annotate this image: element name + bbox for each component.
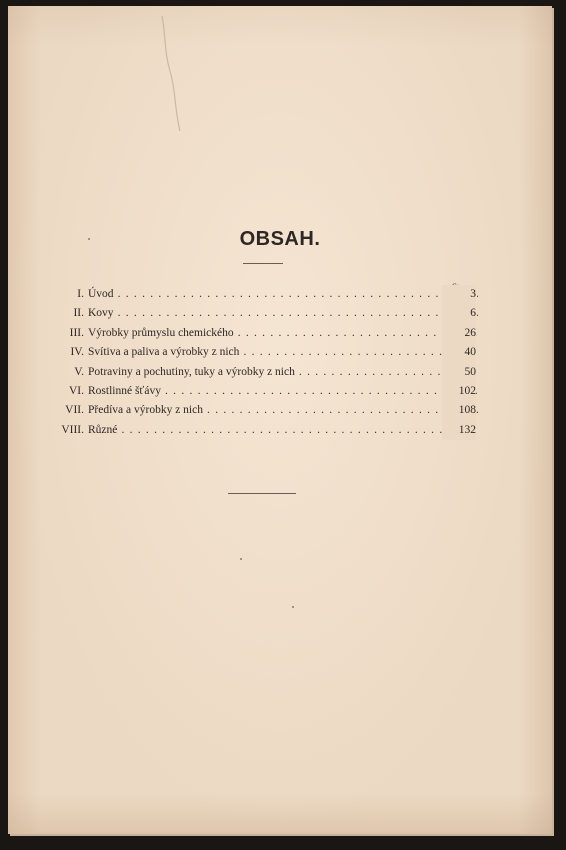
toc-entry bbox=[46, 401, 478, 420]
paper-speck bbox=[240, 558, 242, 560]
toc-entry-page: 50 bbox=[442, 363, 476, 382]
book-page bbox=[8, 6, 552, 834]
toc-entry-number: VI. bbox=[68, 384, 84, 397]
toc-entry-title: Různé . . . bbox=[88, 421, 478, 440]
toc-entry-number: VIII. bbox=[61, 423, 84, 436]
toc-entry-number: II. bbox=[73, 307, 84, 320]
toc-entry-page: 132 bbox=[442, 421, 476, 440]
toc-entry bbox=[46, 304, 478, 323]
paper-speck bbox=[292, 606, 294, 608]
toc-entry-number: IV. bbox=[70, 346, 84, 359]
toc-entry-title: Výrobky průmyslu chemického . . . bbox=[88, 324, 478, 343]
toc-entry-page: 102 bbox=[442, 382, 476, 401]
toc-entry-page: 6 bbox=[442, 304, 476, 323]
toc-entry bbox=[46, 421, 478, 440]
table-of-contents bbox=[46, 285, 478, 440]
paper-speck bbox=[88, 238, 90, 240]
paper-crease bbox=[160, 16, 184, 131]
toc-entry-title: Svítiva a paliva a výrobky z nich . . . bbox=[88, 343, 478, 362]
toc-entry-page: 3 bbox=[442, 285, 476, 304]
toc-entry-title: Kovy . . . bbox=[88, 304, 478, 323]
toc-entry-number: V. bbox=[74, 365, 84, 378]
toc-entry bbox=[46, 363, 478, 382]
toc-entry bbox=[46, 285, 478, 304]
toc-entry bbox=[46, 324, 478, 343]
toc-entry-page: 40 bbox=[442, 343, 476, 362]
toc-entry-number: I. bbox=[77, 288, 84, 300]
toc-entry bbox=[46, 382, 478, 401]
toc-entry-title: Předíva a výrobky z nich . . . bbox=[88, 401, 478, 420]
title-divider bbox=[243, 263, 283, 264]
toc-entry bbox=[46, 343, 478, 362]
toc-entry-title: Potraviny a pochutiny, tuky a výrobky z nich . . . bbox=[88, 363, 478, 382]
toc-entry-number: III. bbox=[69, 326, 84, 339]
toc-entry-page: 108 bbox=[442, 401, 476, 420]
toc-entry-number: VII. bbox=[65, 404, 84, 417]
end-divider bbox=[228, 493, 296, 494]
toc-entry-page: 26 bbox=[442, 324, 476, 343]
toc-entry-title: Rostlinné šťávy . . . bbox=[88, 382, 478, 401]
page-title: OBSAH. bbox=[239, 228, 321, 250]
toc-entry-title: Úvod . . . bbox=[88, 285, 478, 304]
